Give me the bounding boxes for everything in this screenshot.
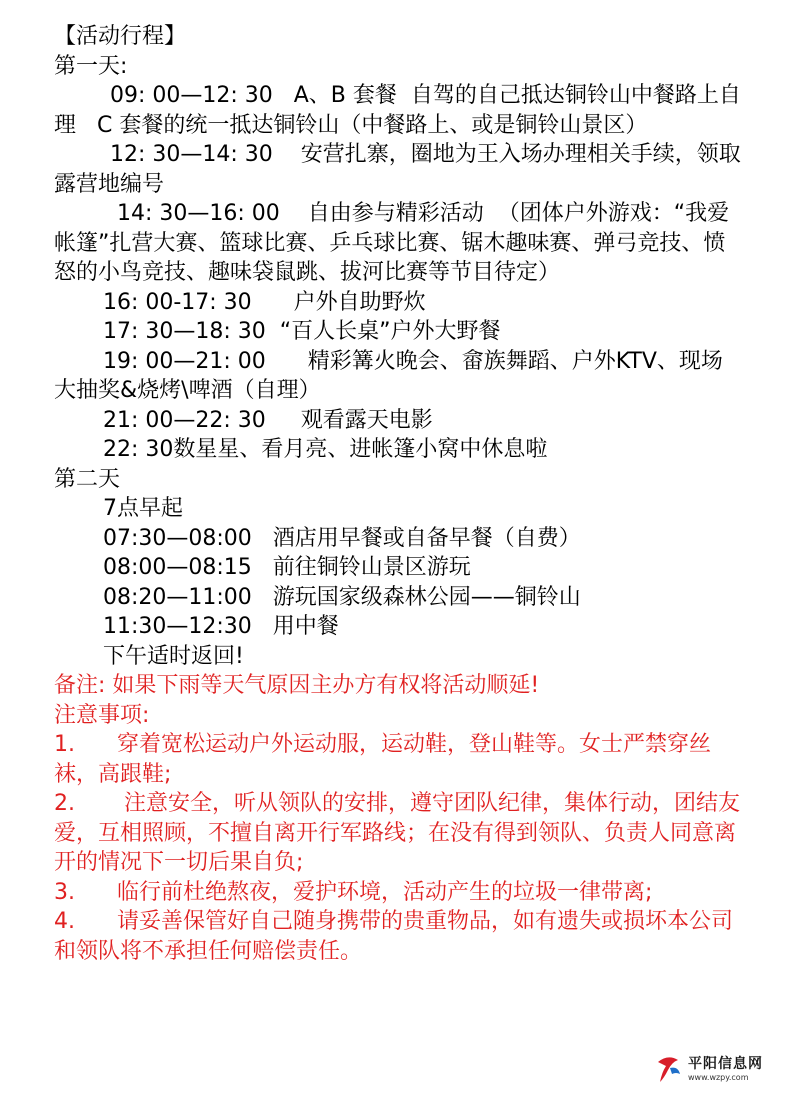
day2-item: 下午适时返回!	[54, 643, 244, 669]
day1-item: 14: 30—16: 00 自由参与精彩活动 （团体户外游戏：“我爱帐篷”扎营大赛、篮球比赛、乒乓球比赛、锯木趣味赛、弹弓竞技、愤怒的小鸟竞技、趣味袋鼠跳、拔河比赛等节目待定）	[54, 201, 730, 285]
watermark-url: www.wzpy.com	[688, 1072, 749, 1082]
document-body	[54, 22, 744, 966]
note-item: 1. 穿着宽松运动户外运动服，运动鞋，登山鞋等。女士严禁穿丝袜，高跟鞋;	[54, 732, 711, 787]
remark-text: 备注: 如果下雨等天气原因主办方有权将活动顺延!	[54, 673, 540, 698]
day1-item: 21: 00—22: 30 观看露天电影	[54, 407, 433, 433]
day1-item: 12: 30—14: 30 安营扎寨，圈地为王入场办理相关手续，领取露营地编号	[54, 142, 741, 197]
day1-item: 22: 30数星星、看月亮、进帐篷小窝中休息啦	[54, 437, 548, 462]
day2-item: 08:20—11:00 游玩国家级森林公园——铜铃山	[54, 584, 581, 610]
site-logo-icon	[652, 1052, 684, 1086]
day2-item: 11:30—12:30 用中餐	[54, 614, 339, 639]
day2-item: 08:00—08:15 前往铜铃山景区游玩	[54, 555, 471, 580]
site-watermark	[652, 1052, 777, 1086]
day1-label: 第一天:	[54, 53, 128, 79]
day1-item: 16: 00-17: 30 户外自助野炊	[54, 289, 426, 315]
schedule-title: 【活动行程】	[54, 24, 187, 49]
day2-item: 7点早起	[54, 496, 183, 521]
note-item: 3. 临行前杜绝熬夜，爱护环境，活动产生的垃圾一律带离;	[54, 879, 653, 905]
note-item: 4. 请妥善保管好自己随身携带的贵重物品，如有遗失或损坏本公司和领队将不承担任何赔偿责任。	[54, 909, 733, 964]
note-item: 2. 注意安全，听从领队的安排，遵守团队纪律，集体行动，团结友爱，互相照顾，不擅自离开行军路线；在没有得到领队、负责人同意离开的情况下一切后果自负;	[54, 791, 740, 875]
day1-item: 19: 00—21: 00 精彩篝火晚会、畲族舞蹈、户外KTV、现场大抽奖&烧烤\啤酒（自理）	[54, 348, 723, 403]
day2-label: 第二天	[54, 466, 121, 492]
watermark-title: 平阳信息网	[688, 1055, 763, 1072]
notes-heading: 注意事项:	[54, 702, 150, 728]
day1-item: 17: 30—18: 30 “百人长桌”户外大野餐	[54, 319, 501, 344]
day2-item: 07:30—08:00 酒店用早餐或自备早餐（自费）	[54, 525, 581, 551]
day1-item: 09: 00—12: 30 A、B 套餐 自驾的自己抵达铜铃山中餐路上自理 C 套餐的统一抵达铜铃山（中餐路上、或是铜铃山景区）	[54, 83, 741, 138]
